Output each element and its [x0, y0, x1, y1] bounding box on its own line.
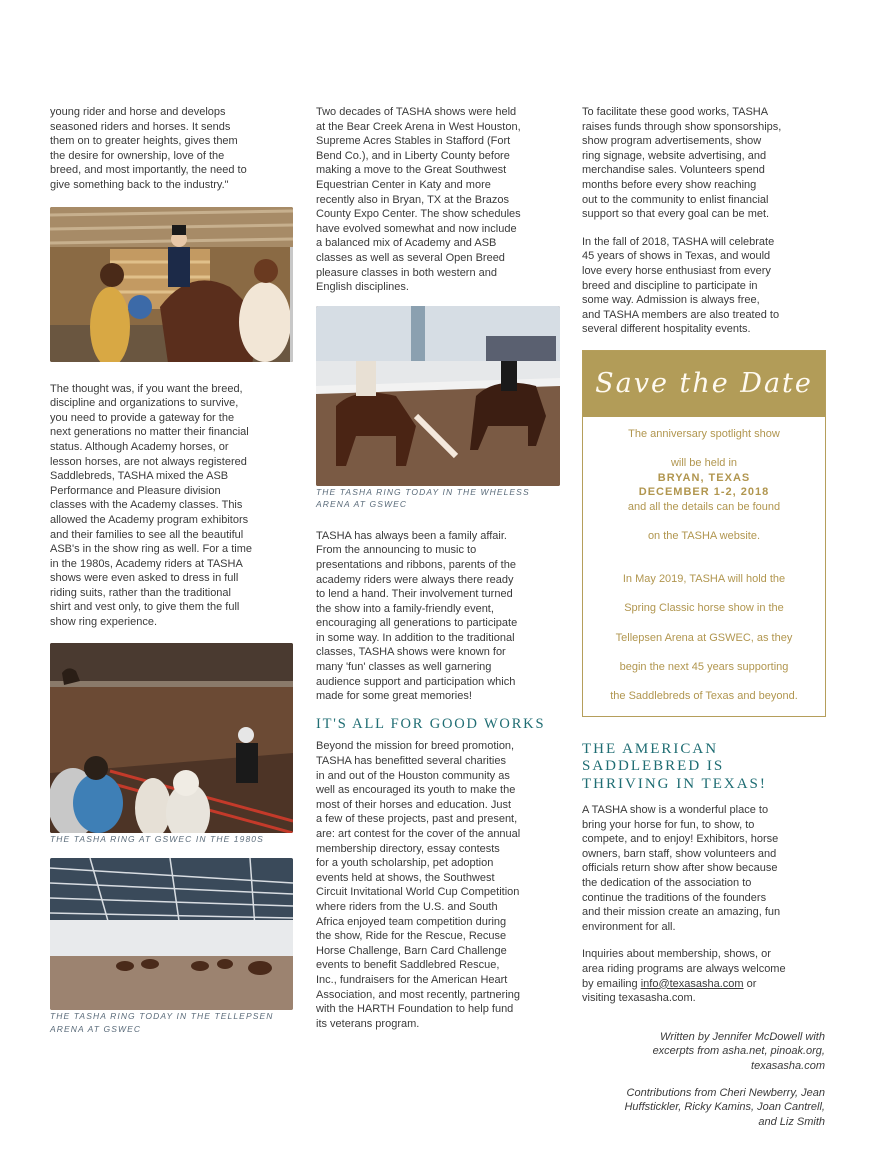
heading-good-works: IT'S ALL FOR GOOD WORKS [316, 715, 546, 732]
sd-line1: The anniversary spotlight show [628, 427, 780, 440]
credit-written-by: Written by Jennifer McDowell with excerpts from asha.net, pinoak.org, texasasha.com [652, 1030, 825, 1072]
photo-tellepsen-arena [50, 858, 293, 1010]
heading-thriving: THE AMERICAN SADDLEBRED IS THRIVING IN TEXAS! [582, 740, 767, 792]
sd-line8: begin the next 45 years supporting [619, 660, 789, 673]
save-the-date-title: Save the Date [583, 351, 825, 417]
photo-ring-1980s [50, 643, 293, 833]
paragraph-quote-end: young rider and horse and develops seasoned riders and horses. It sends them on to greater heights, gives them the desire for ownership, love of the breed, and most importantly, the need to give something back to the industry." [50, 106, 247, 191]
sd-line3: and all the details can be found [627, 500, 781, 513]
paragraph-anniversary: In the fall of 2018, TASHA will celebrate 45 years of shows in Texas, and would love every horse enthusiast from every breed and discipline to participate in some way. Admission is always free, and TASHA members are also treated to several different hospitality events. [582, 235, 780, 336]
column-left [50, 105, 293, 1048]
paragraph-charities: Beyond the mission for breed promotion, TASHA has benefitted several charities in and out of the Houston community as well as encouraged its youth to make the most of their horses and education. Just a few of these projects, past and present, are: art contest for the cover of the annual membership directory, essay contests for a youth scholarship, pet adoption events held at shows, the Southwest Circuit Invitational World Cup Competition where riders from the U.S. and South Africa enjoyed team competition during the show, Ride for the Rescue, Recuse Horse Challenge, Barn Card Challenge events to benefit Saddlebred Rescue, Inc., fundraisers for the American Heart Association, and most recently, partnering with the HARTH Foundation to help fund its veterans program. [316, 740, 521, 1030]
inquiries-text-a: Inquiries about membership, shows, or area riding programs are always welcome by emailing [582, 948, 786, 990]
sd-city: BRYAN, TEXAS [657, 471, 751, 484]
sd-line9: the Saddlebreds of Texas and beyond. [610, 690, 798, 702]
column-right [582, 105, 825, 1141]
email-link[interactable]: info@texasasha.com [640, 977, 744, 990]
paragraph-gateway: The thought was, if you want the breed, discipline and organizations to survive, you need to provide a gateway for the next generations no matter their financial status. Although Academy horses, or lesson horses, are not always registered Saddlebreds, TASHA mixed the ASB Performance and Pleasure division classes with the Academy classes. This allowed the Academy program exhibitors and their families to see all the beautiful ASB's in the show ring as well. For a time in the 1980s, Academy riders at TASHA shows were even asked to dress in full riding suits, rather than the traditional shirt and vest only, to give them the full show ring experience. [50, 382, 253, 629]
caption-wheless: THE TASHA RING TODAY IN THE WHELESS ARENA AT GSWEC [316, 486, 530, 510]
column-middle [316, 105, 559, 1044]
save-the-date-box [582, 350, 826, 717]
paragraph-inquiries [582, 947, 825, 1005]
photo-wheless-arena [316, 306, 560, 486]
caption-tellepsen: THE TASHA RING TODAY IN THE TELLEPSEN ARENA AT GSWEC [50, 1011, 274, 1034]
paragraph-family-affair: TASHA has always been a family affair. From the announcing to music to presentations and ribbons, parents of the academy riders were always there ready to lend a hand. Their involvement turned the show into a family-friendly event, encouraging all generations to participate in some way. In addition to the traditional classes, TASHA shows were known for many 'fun' classes as well garnering audience support and participation which made for some great memories! [316, 529, 518, 703]
paragraph-fundraising: To facilitate these good works, TASHA raises funds through show sponsorships, show program advertisements, show ring signage, website advertising, and merchandise sales. Volunteers spend months before every show reaching out to the community to enlist financial support so that every goal can be met. [582, 106, 782, 221]
sd-line2: will be held in [670, 457, 738, 470]
save-the-date-body [583, 417, 825, 716]
caption-1980s: THE TASHA RING AT GSWEC IN THE 1980S [50, 833, 264, 844]
credit-contributions: Contributions from Cheri Newberry, Jean Huffstickler, Ricky Kamins, Joan Cantrell, and Liz Smith [624, 1086, 825, 1128]
inquiries-text-b: or visiting texasasha.com. [582, 977, 757, 1005]
paragraph-two-decades: Two decades of TASHA shows were held at the Bear Creek Arena in West Houston, Supreme Acres Stables in Stafford (Fort Bend Co.), and in Liberty County before making a move to the Great Southwest Equestrian Center in Katy and more recently also in Bryan, TX at the Brazos County Expo Center. The show schedules have evolved somewhat and now include a balanced mix of Academy and ASB classes as well as several Open Breed pleasure classes in both western and English disciplines. [316, 106, 521, 294]
sd-line7: Tellepsen Arena at GSWEC, as they [615, 631, 793, 644]
sd-line6: Spring Classic horse show in the [624, 602, 784, 615]
sd-line5: In May 2019, TASHA will hold the [622, 573, 786, 586]
paragraph-wonderful-place: A TASHA show is a wonderful place to bring your horse for fun, to show, to compete, and to enjoy! Exhibitors, horse owners, barn staff, show volunteers and officials return show after show because the dedication of the association to continue the traditions of the founders and their mission create an amazing, fun environment for all. [582, 804, 781, 933]
sd-line4: on the TASHA website. [647, 530, 761, 543]
sd-dates: DECEMBER 1-2, 2018 [638, 486, 770, 499]
photo-trophy-presentation [50, 207, 293, 362]
